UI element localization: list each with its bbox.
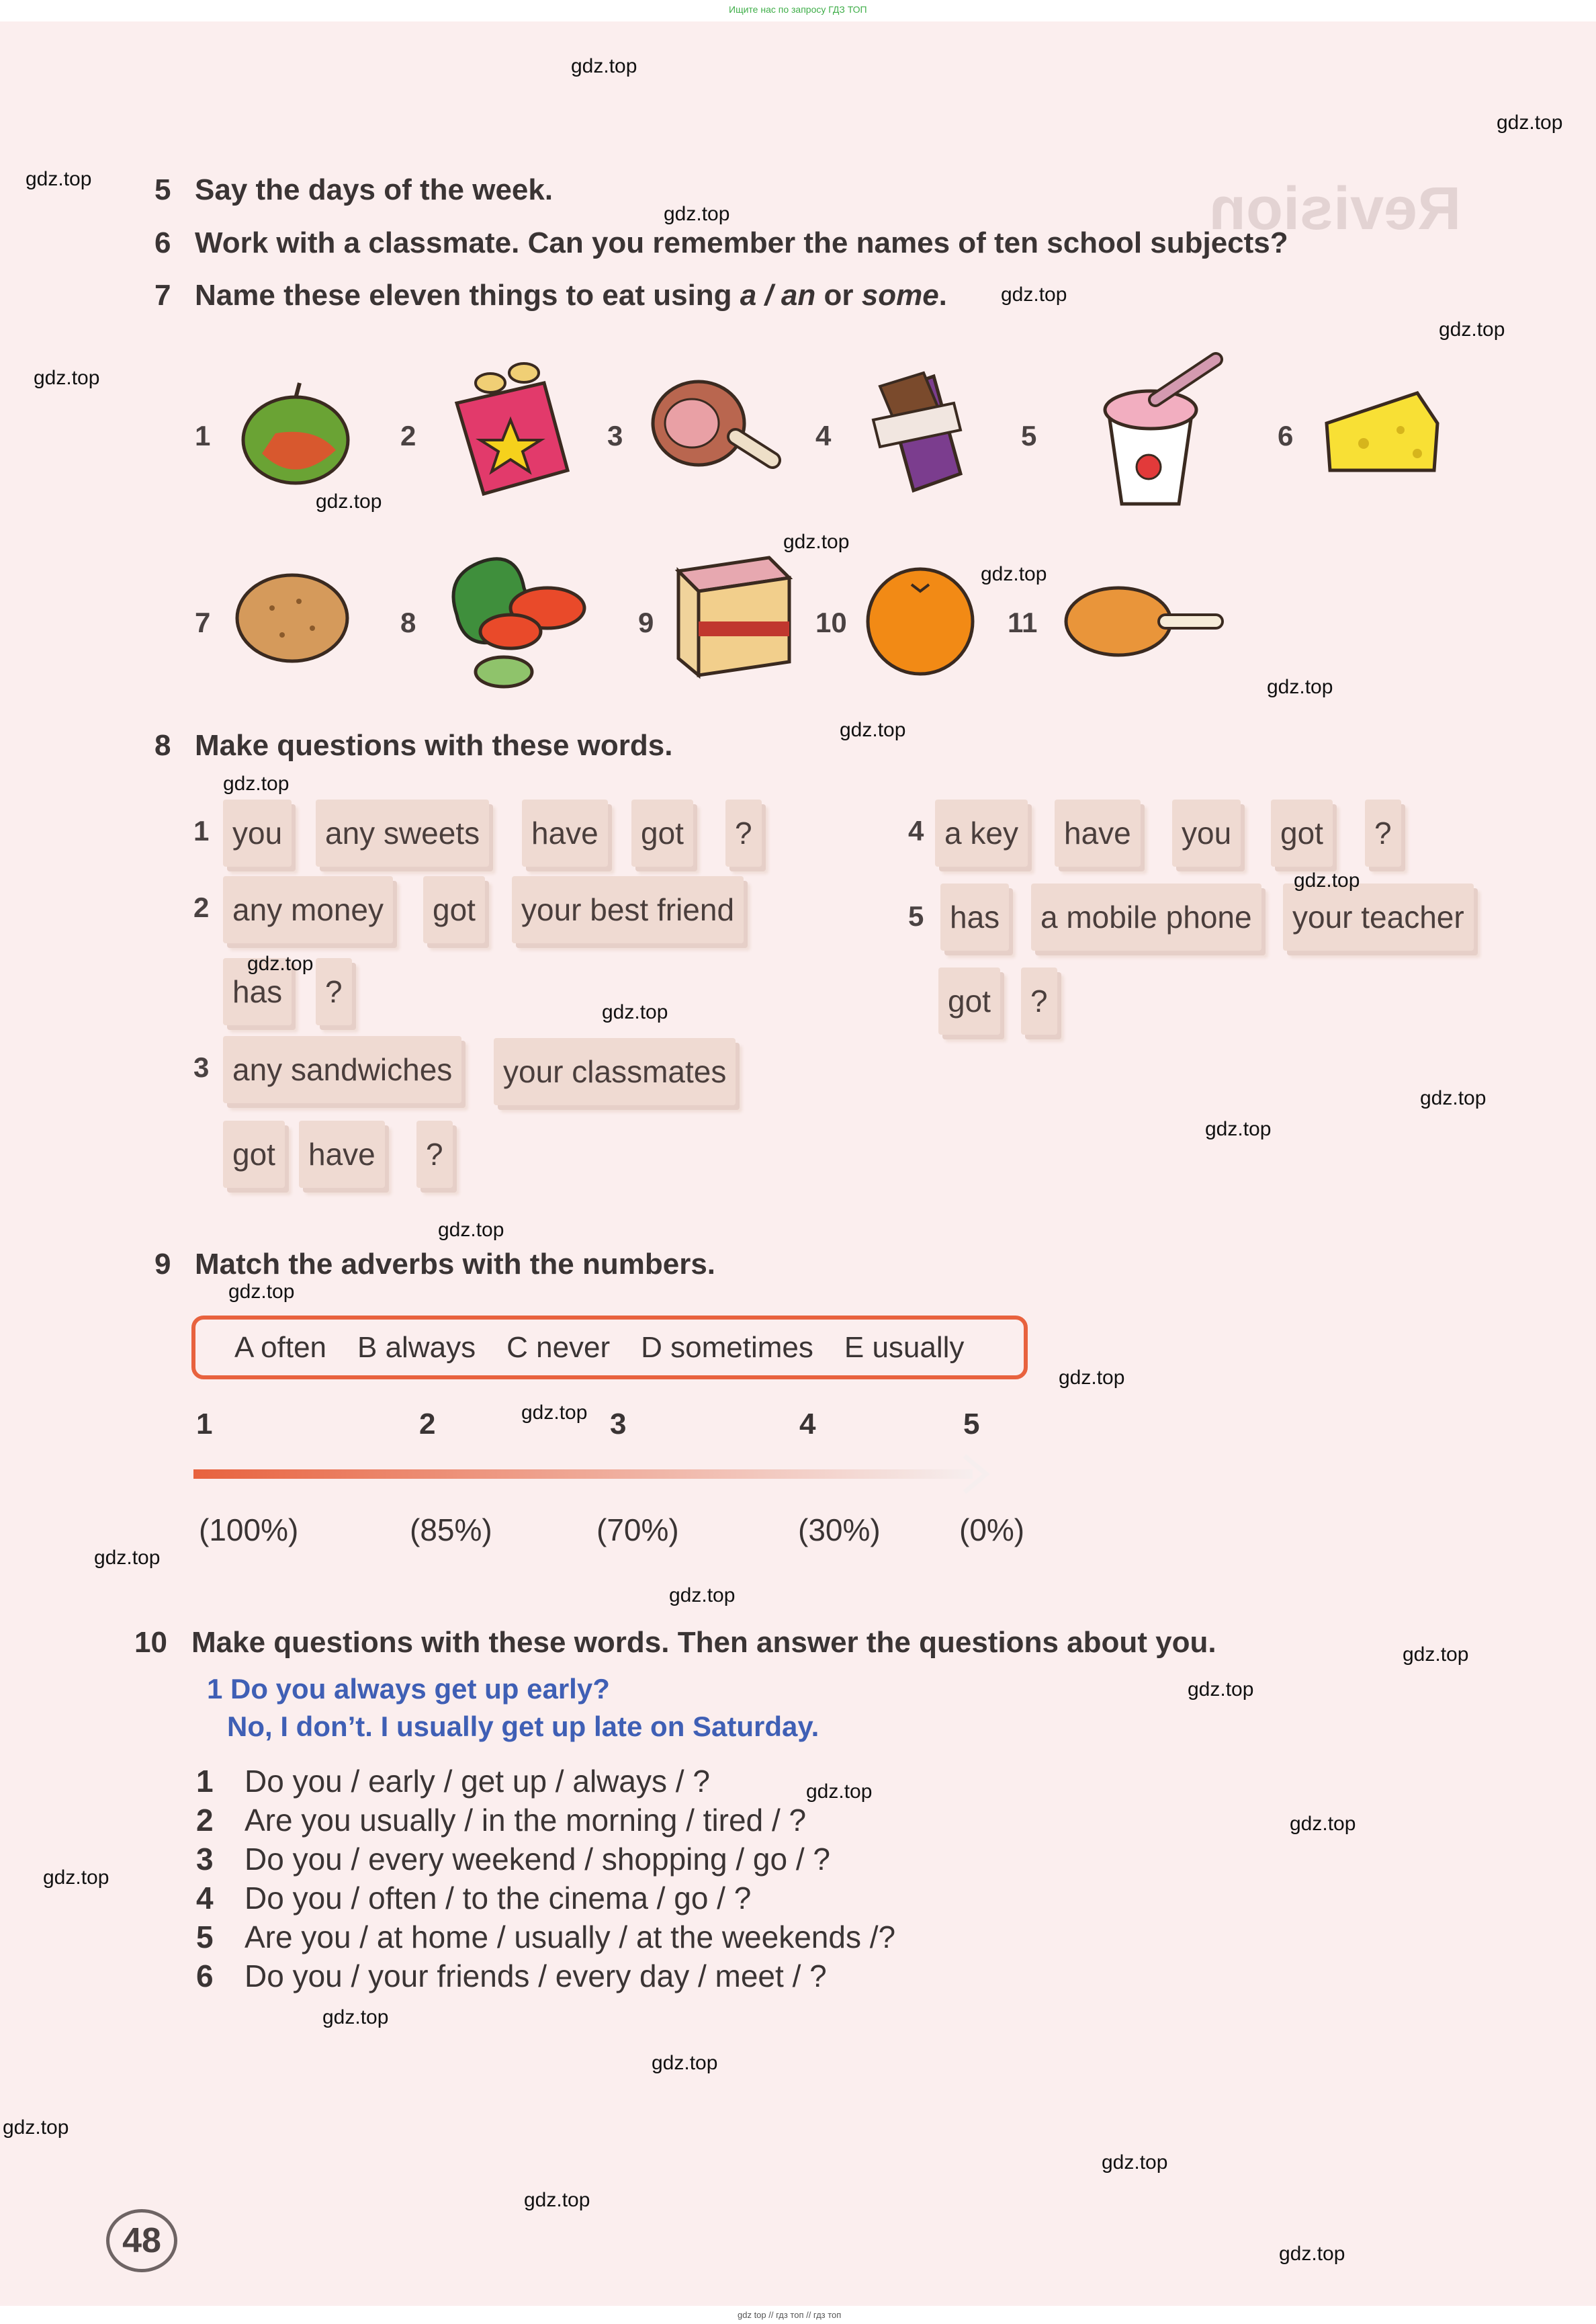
food-number-4: 4 (815, 420, 832, 451)
word-tile[interactable]: got (938, 967, 1000, 1035)
watermark: gdz.top (669, 1584, 736, 1606)
example-question: 1 Do you always get up early? (207, 1673, 610, 1705)
task-text: Make questions with these words. (195, 729, 673, 762)
watermark: gdz.top (1267, 676, 1333, 698)
word-tile[interactable]: ? (1365, 800, 1401, 867)
biscuit-icon (232, 568, 359, 669)
apple-icon (235, 380, 356, 487)
question-row-1 (196, 1763, 710, 1799)
q8-label-4: 4 (908, 815, 924, 847)
ghost-heading: Revision (1209, 175, 1462, 243)
watermark: gdz.top (664, 203, 730, 225)
watermark: gdz.top (1294, 869, 1360, 892)
task-6 (154, 226, 1288, 260)
top-banner-text: Ищите нас по запросу ГДЗ ТОП (729, 4, 867, 15)
watermark: gdz.top (1279, 2243, 1345, 2265)
watermark: gdz.top (438, 1219, 504, 1241)
word-tile[interactable]: ? (1021, 967, 1057, 1035)
food-number-5: 5 (1021, 420, 1037, 451)
chocolate-icon (860, 366, 981, 501)
watermark: gdz.top (1290, 1813, 1356, 1835)
question-row-2 (196, 1802, 806, 1838)
word-tile[interactable]: have (1055, 800, 1141, 867)
percent-3: (70%) (596, 1512, 679, 1547)
watermark: gdz.top (524, 2189, 590, 2211)
watermark: gdz.top (806, 1780, 873, 1803)
word-tile[interactable]: got (223, 1121, 285, 1188)
food-number-7: 7 (195, 607, 211, 638)
word-tile[interactable]: ? (725, 800, 762, 867)
word-tile[interactable]: your teacher (1283, 884, 1474, 951)
q8-label-1: 1 (193, 815, 210, 847)
q8-label-2: 2 (193, 892, 210, 923)
word-tile[interactable]: ? (416, 1121, 453, 1188)
task-text: Make questions with these words. Then answer the questions about you. (191, 1626, 1216, 1659)
task-number: 9 (154, 1248, 171, 1281)
word-tile[interactable]: any money (223, 876, 393, 943)
task-text: Match the adverbs with the numbers. (195, 1248, 716, 1281)
food-number-2: 2 (400, 420, 416, 451)
scale-number-1: 1 (196, 1408, 213, 1440)
page-number: 48 (106, 2209, 177, 2272)
watermark: gdz.top (602, 1001, 668, 1023)
question-text: Do you / early / get up / always / ? (245, 1764, 710, 1799)
q8-label-3: 3 (193, 1051, 210, 1083)
yoghurt-icon (1081, 346, 1229, 514)
watermark: gdz.top (223, 773, 290, 795)
task-9 (154, 1248, 715, 1281)
task-number: 7 (154, 279, 171, 312)
food-number-3: 3 (607, 420, 623, 451)
word-tile[interactable]: you (223, 800, 292, 867)
question-row-6 (196, 1958, 827, 1994)
word-tile[interactable]: your classmates (494, 1038, 736, 1105)
percent-1: (100%) (199, 1512, 299, 1547)
word-tile[interactable]: got (631, 800, 693, 867)
cake-icon (668, 551, 799, 685)
watermark: gdz.top (1102, 2151, 1168, 2174)
task-number: 5 (154, 173, 171, 206)
task-text: or (815, 279, 862, 312)
task-text-emphasis: a / an (740, 279, 816, 312)
watermark: gdz.top (43, 1866, 109, 1889)
word-tile[interactable]: have (522, 800, 608, 867)
word-tile[interactable]: ? (316, 958, 352, 1025)
watermark: gdz.top (783, 531, 850, 553)
bottom-banner (0, 2306, 1596, 2324)
food-number-11: 11 (1008, 607, 1038, 638)
chicken-icon (1061, 578, 1233, 665)
watermark: gdz.top (26, 168, 92, 190)
watermark: gdz.top (1497, 112, 1563, 134)
task-number: 8 (154, 729, 171, 762)
watermark: gdz.top (1001, 284, 1067, 306)
food-number-6: 6 (1278, 420, 1294, 451)
word-tile[interactable]: your best friend (512, 876, 744, 943)
top-banner (0, 0, 1596, 21)
watermark: gdz.top (34, 367, 100, 389)
adverb-e: E usually (844, 1331, 965, 1364)
q8-label-5: 5 (908, 900, 924, 932)
question-number: 2 (196, 1803, 214, 1838)
watermark: gdz.top (1420, 1087, 1487, 1109)
scale-number-3: 3 (610, 1408, 627, 1440)
crisps-icon (443, 356, 578, 504)
percent-4: (30%) (798, 1512, 881, 1547)
task-8 (154, 729, 672, 763)
watermark: gdz.top (652, 2052, 718, 2074)
bottom-banner-text: gdz top // гдз топ // гдз топ (738, 2310, 842, 2320)
food-number-1: 1 (195, 420, 211, 451)
watermark: gdz.top (1439, 318, 1505, 341)
watermark: gdz.top (228, 1281, 295, 1303)
watermark: gdz.top (521, 1402, 588, 1424)
question-number: 6 (196, 1959, 214, 1993)
percent-2: (85%) (410, 1512, 492, 1547)
ham-icon (648, 373, 789, 480)
word-tile[interactable]: has (223, 958, 292, 1025)
scale-number-4: 4 (799, 1408, 816, 1440)
word-tile[interactable]: any sandwiches (223, 1036, 461, 1103)
adverb-a: A often (234, 1331, 327, 1364)
word-tile[interactable]: have (299, 1121, 385, 1188)
adverb-c: C never (506, 1331, 611, 1364)
salad-icon (437, 548, 598, 692)
cheese-icon (1323, 383, 1444, 477)
question-text: Are you / at home / usually / at the weekends /? (245, 1920, 896, 1954)
scale-number-5: 5 (963, 1408, 980, 1440)
word-tile[interactable]: any sweets (316, 800, 489, 867)
word-tile[interactable]: a mobile phone (1031, 884, 1261, 951)
task-text-emphasis: some (861, 279, 939, 312)
task-text: . (938, 279, 947, 312)
question-text: Do you / your friends / every day / meet / ? (245, 1959, 827, 1993)
watermark: gdz.top (571, 55, 637, 77)
question-text: Do you / often / to the cinema / go / ? (245, 1881, 752, 1916)
watermark: gdz.top (1188, 1678, 1254, 1701)
watermark: gdz.top (840, 719, 906, 741)
food-number-9: 9 (638, 607, 654, 638)
question-text: Do you / every weekend / shopping / go / ? (245, 1842, 830, 1877)
question-text: Are you usually / in the morning / tired / ? (245, 1803, 807, 1838)
watermark: gdz.top (322, 2006, 389, 2028)
watermark: gdz.top (94, 1547, 161, 1569)
food-number-10: 10 (815, 607, 847, 638)
question-number: 1 (196, 1764, 214, 1799)
word-tile[interactable]: a key (935, 800, 1028, 867)
frequency-arrow (193, 1448, 1010, 1502)
example-answer: No, I don’t. I usually get up late on Saturday. (227, 1711, 819, 1742)
task-number: 6 (154, 226, 171, 259)
adverb-d: D sometimes (641, 1331, 813, 1364)
task-text: Work with a classmate. Can you remember the names of ten school subjects? (195, 226, 1288, 259)
task-7 (154, 279, 947, 312)
watermark: gdz.top (1403, 1643, 1469, 1666)
task-10 (134, 1626, 1216, 1660)
food-number-8: 8 (400, 607, 416, 638)
task-text: Say the days of the week. (195, 173, 553, 206)
orange-icon (863, 564, 977, 679)
word-tile[interactable]: has (940, 884, 1009, 951)
question-row-3 (196, 1841, 830, 1877)
watermark: gdz.top (316, 490, 382, 513)
watermark: gdz.top (981, 563, 1047, 585)
question-number: 5 (196, 1920, 214, 1954)
task-text: Name these eleven things to eat using (195, 279, 740, 312)
question-row-4 (196, 1880, 751, 1916)
word-tile[interactable]: got (423, 876, 485, 943)
watermark: gdz.top (247, 953, 314, 975)
task-5 (154, 173, 553, 207)
watermark: gdz.top (1205, 1118, 1272, 1140)
word-tile[interactable]: you (1172, 800, 1241, 867)
scale-number-2: 2 (419, 1408, 436, 1440)
question-row-5 (196, 1919, 895, 1955)
word-tile[interactable]: got (1271, 800, 1333, 867)
question-number: 3 (196, 1842, 214, 1877)
watermark: gdz.top (3, 2116, 69, 2139)
question-number: 4 (196, 1881, 214, 1916)
task-number: 10 (134, 1626, 167, 1659)
adverb-b: B always (357, 1331, 476, 1364)
percent-5: (0%) (959, 1512, 1025, 1547)
watermark: gdz.top (1059, 1367, 1125, 1389)
adverbs-box (191, 1316, 1028, 1379)
